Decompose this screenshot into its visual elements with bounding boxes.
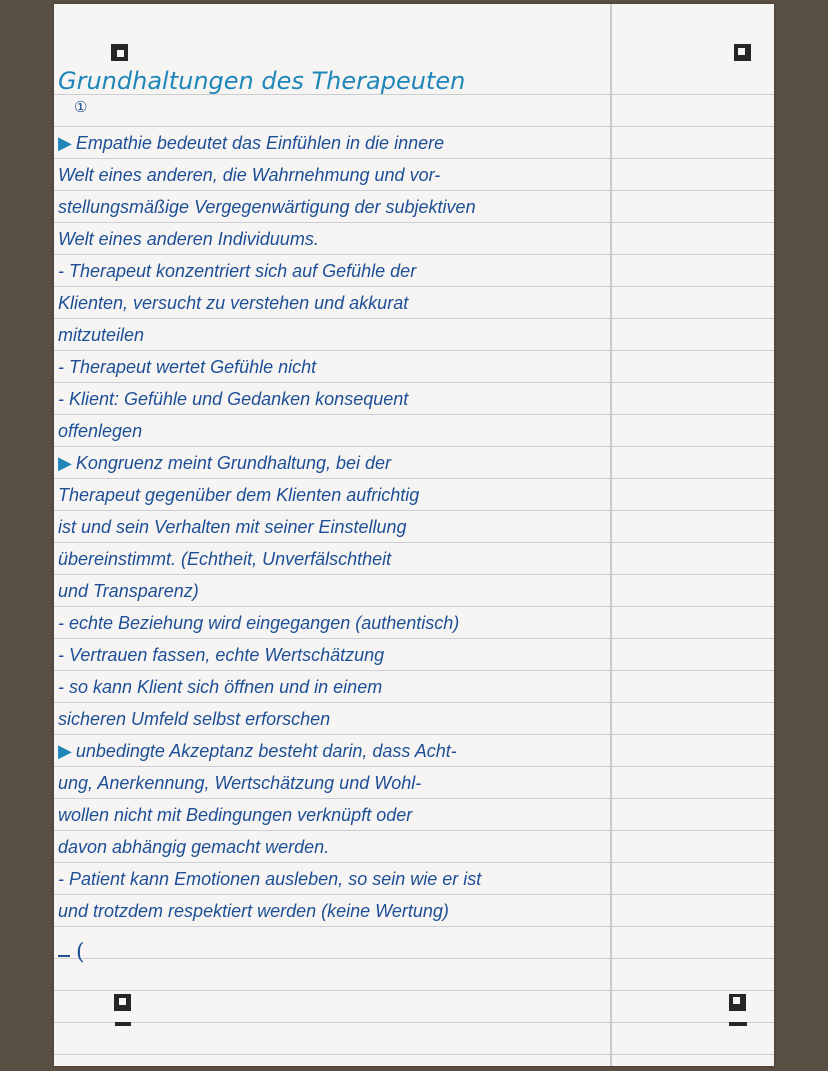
note-line-5: - Therapeut konzentriert sich auf Gefühle der <box>58 261 417 281</box>
note-line-20: ▶ unbedingte Akzeptanz besteht darin, dass Acht- <box>58 741 457 761</box>
note-line-6: Klienten, versucht zu verstehen und akkurat <box>58 293 409 313</box>
note-line-7: mitzuteilen <box>58 325 145 345</box>
note-line-13: ist und sein Verhalten mit seiner Einstellung <box>58 517 407 537</box>
note-line-21: ung, Anerkennung, Wertschätzung und Wohl- <box>58 773 422 793</box>
note-line-25: und trotzdem respektiert werden (keine Wertung) <box>58 901 449 921</box>
bullet-triangle-icon: ▶ <box>58 133 72 153</box>
note-line-1: ▶ Empathie bedeutet das Einfühlen in die innere <box>58 133 445 153</box>
note-line-11: ▶ Kongruenz meint Grundhaltung, bei der <box>58 453 392 473</box>
margin-line <box>610 4 612 1066</box>
note-line-23: davon abhängig gemacht werden. <box>58 837 330 857</box>
moon-mark: ( <box>76 940 85 965</box>
note-line-22: wollen nicht mit Bedingungen verknüpft oder <box>58 805 413 825</box>
corner-marker-bottom-right-icon <box>729 994 746 1011</box>
note-line-10: offenlegen <box>58 421 143 441</box>
note-line-24: - Patient kann Emotionen ausleben, so sein wie er ist <box>58 869 482 889</box>
note-line-17: - Vertrauen fassen, echte Wertschätzung <box>58 645 385 665</box>
note-line-2: Welt eines anderen, die Wahrnehmung und vor- <box>58 165 441 185</box>
note-line-12: Therapeut gegenüber dem Klienten aufrichtig <box>58 485 420 505</box>
note-line-4: Welt eines anderen Individuums. <box>58 229 319 249</box>
note-line-14: übereinstimmt. (Echtheit, Unverfälschtheit <box>58 549 392 569</box>
corner-marker-bottom-left-icon <box>114 994 131 1011</box>
notebook-page <box>54 4 774 1066</box>
page-title: Grundhaltungen des Therapeuten <box>58 67 466 95</box>
note-line-19: sicheren Umfeld selbst erforschen <box>58 709 331 729</box>
note-line-9: - Klient: Gefühle und Gedanken konsequent <box>58 389 409 409</box>
circle-mark: ① <box>74 98 88 116</box>
ink-dash <box>58 955 70 957</box>
bullet-triangle-icon: ▶ <box>58 741 72 761</box>
note-line-16: - echte Beziehung wird eingegangen (authentisch) <box>58 613 460 633</box>
bottom-right-dash <box>729 1022 747 1026</box>
note-line-15: und Transparenz) <box>58 581 199 601</box>
bullet-triangle-icon: ▶ <box>58 453 72 473</box>
note-line-3: stellungsmäßige Vergegenwärtigung der subjektiven <box>58 197 476 217</box>
bottom-left-dash <box>115 1022 131 1026</box>
note-line-8: - Therapeut wertet Gefühle nicht <box>58 357 317 377</box>
corner-marker-top-left-icon <box>111 44 128 61</box>
note-line-18: - so kann Klient sich öffnen und in einem <box>58 677 383 697</box>
corner-marker-top-right-icon <box>734 44 751 61</box>
